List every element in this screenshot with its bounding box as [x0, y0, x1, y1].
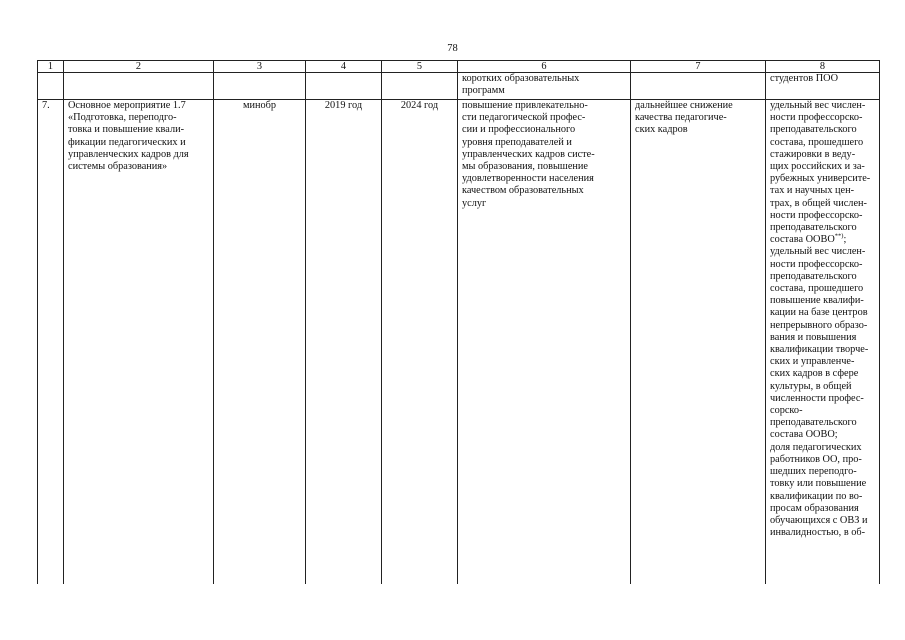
- row-number: 7.: [38, 100, 64, 585]
- footnote-marker: **): [834, 232, 844, 240]
- table-row: [38, 100, 880, 585]
- column-header-1: 1: [38, 61, 64, 73]
- column-header-7: 7: [631, 61, 766, 73]
- indicators-text-part-2: ; удельный вес числен- ности профессорско- преподавательского состава, прошедшего повышение квалифи- кации на базе центров непрерывного образо- вания и повышения квалификации творче- ских и управленче- ских кадров в сфере культуры, в общей численности профес- сорско- преподавательского состава ООВО; доля педагогических работников ОО, про- шедших переподго- товку или повышение квалификации по во- просам образования обучающихся с ОВЗ и инвалидностью, в об-: [770, 234, 869, 539]
- column-header-6: 6: [458, 61, 631, 73]
- executor: минобр: [214, 100, 306, 585]
- continued-indicators: студентов ПОО: [766, 73, 880, 100]
- column-header-8: 8: [766, 61, 880, 73]
- column-header-2: 2: [64, 61, 214, 73]
- cell-empty: [631, 73, 766, 100]
- start-year: 2019 год: [306, 100, 382, 585]
- column-number-row: [38, 61, 880, 73]
- continued-expected-results: коротких образовательных программ: [458, 73, 631, 100]
- indicators-text-part-1: удельный вес числен- ности профессорско- преподавательского состава, прошедшего стажировки в веду- щих российских и за- рубежных университе- тах и научных цен- трах, в общей числен- ности профессорско- преподавательского состава ООВО: [770, 100, 871, 246]
- column-header-4: 4: [306, 61, 382, 73]
- cell-empty: [382, 73, 458, 100]
- column-header-5: 5: [382, 61, 458, 73]
- program-measures-table: [37, 60, 880, 584]
- end-year: 2024 год: [382, 100, 458, 585]
- cell-empty: [38, 73, 64, 100]
- page-number: 78: [447, 43, 458, 54]
- consequences: дальнейшее снижение качества педагогиче- ских кадров: [631, 100, 766, 585]
- cell-empty: [214, 73, 306, 100]
- column-header-3: 3: [214, 61, 306, 73]
- cell-empty: [64, 73, 214, 100]
- indicators: [766, 100, 880, 585]
- continuation-row: [38, 73, 880, 100]
- cell-empty: [306, 73, 382, 100]
- measure-title: Основное мероприятие 1.7 «Подготовка, переподго- товка и повышение квали- фикации педагогических и управленческих кадров для системы образования»: [64, 100, 214, 585]
- expected-results: повышение привлекательно- сти педагогической профес- сии и профессионального уровня преподавателей и управленческих кадров систе- мы образования, повышение удовлетворенности населения качеством образовательных услуг: [458, 100, 631, 585]
